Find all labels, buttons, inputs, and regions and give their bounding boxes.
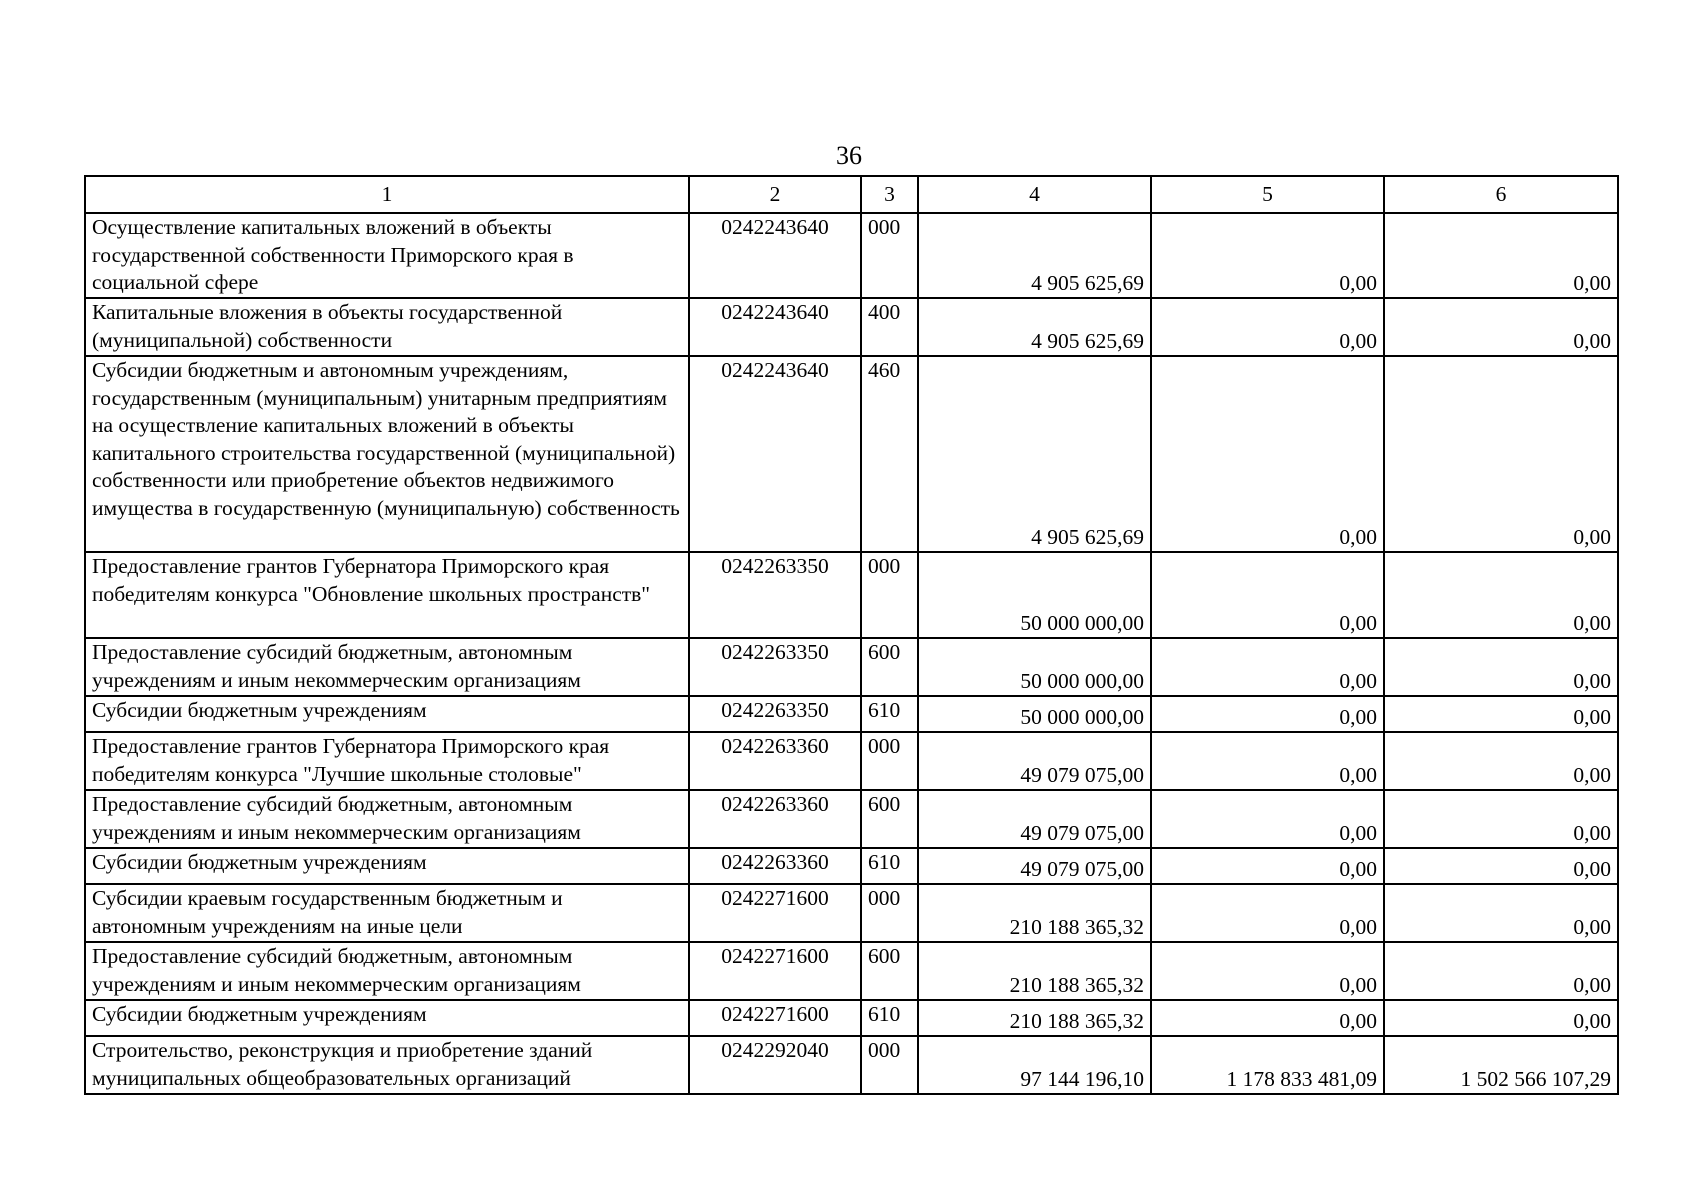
table-row xyxy=(85,298,1618,356)
row-amount-6: 0,00 xyxy=(1384,1000,1618,1036)
row-name: Субсидии бюджетным учреждениям xyxy=(85,1000,689,1036)
table-row xyxy=(85,356,1618,552)
row-type: 610 xyxy=(861,1000,918,1036)
row-amount-4: 49 079 075,00 xyxy=(918,790,1151,848)
table-row xyxy=(85,552,1618,638)
column-header-3: 3 xyxy=(861,176,918,213)
row-type: 000 xyxy=(861,884,918,942)
row-amount-4: 50 000 000,00 xyxy=(918,696,1151,732)
row-type: 400 xyxy=(861,298,918,356)
table-row xyxy=(85,638,1618,696)
row-type: 000 xyxy=(861,552,918,638)
column-header-6: 6 xyxy=(1384,176,1618,213)
row-type: 460 xyxy=(861,356,918,552)
page-number: 36 xyxy=(836,141,862,170)
row-amount-5: 0,00 xyxy=(1151,298,1384,356)
row-code: 0242271600 xyxy=(689,884,861,942)
row-name: Предоставление субсидий бюджетным, автономным учреждениям и иным некоммерческим организациям xyxy=(85,790,689,848)
row-code: 0242263350 xyxy=(689,638,861,696)
column-header-1: 1 xyxy=(85,176,689,213)
row-type: 000 xyxy=(861,213,918,298)
row-amount-5: 0,00 xyxy=(1151,356,1384,552)
table-row xyxy=(85,696,1618,732)
row-name: Предоставление грантов Губернатора Приморского края победителям конкурса "Обновление школьных пространств" xyxy=(85,552,689,638)
row-type: 610 xyxy=(861,848,918,884)
column-header-5: 5 xyxy=(1151,176,1384,213)
row-amount-5: 0,00 xyxy=(1151,790,1384,848)
table-row xyxy=(85,942,1618,1000)
row-amount-6: 1 502 566 107,29 xyxy=(1384,1036,1618,1094)
row-amount-6: 0,00 xyxy=(1384,213,1618,298)
row-amount-4: 210 188 365,32 xyxy=(918,884,1151,942)
row-code: 0242292040 xyxy=(689,1036,861,1094)
row-name: Предоставление субсидий бюджетным, автономным учреждениям и иным некоммерческим организациям xyxy=(85,942,689,1000)
row-amount-6: 0,00 xyxy=(1384,696,1618,732)
row-type: 610 xyxy=(861,696,918,732)
budget-table xyxy=(84,175,1619,1095)
row-amount-5: 0,00 xyxy=(1151,884,1384,942)
row-amount-4: 50 000 000,00 xyxy=(918,552,1151,638)
row-name: Предоставление грантов Губернатора Приморского края победителям конкурса "Лучшие школьные столовые" xyxy=(85,732,689,790)
row-amount-4: 49 079 075,00 xyxy=(918,732,1151,790)
table-row xyxy=(85,884,1618,942)
row-amount-4: 210 188 365,32 xyxy=(918,1000,1151,1036)
table-row xyxy=(85,790,1618,848)
header-row xyxy=(85,176,1618,213)
row-type: 600 xyxy=(861,638,918,696)
row-amount-5: 0,00 xyxy=(1151,638,1384,696)
row-amount-5: 0,00 xyxy=(1151,732,1384,790)
row-amount-4: 210 188 365,32 xyxy=(918,942,1151,1000)
row-name: Осуществление капитальных вложений в объекты государственной собственности Приморского края в социальной сфере xyxy=(85,213,689,298)
column-header-2: 2 xyxy=(689,176,861,213)
row-type: 000 xyxy=(861,1036,918,1094)
row-code: 0242243640 xyxy=(689,213,861,298)
row-amount-5: 0,00 xyxy=(1151,213,1384,298)
row-amount-6: 0,00 xyxy=(1384,356,1618,552)
row-code: 0242263360 xyxy=(689,790,861,848)
row-name: Субсидии бюджетным и автономным учреждениям, государственным (муниципальным) унитарным предприятиям на осуществление капитальных вложений в объекты капитального строительства государственной (муниципальной) собственности или приобретение объектов недвижимого имущества в государственную (муниципальную) собственность xyxy=(85,356,689,552)
row-name: Строительство, реконструкция и приобретение зданий муниципальных общеобразовательных организаций xyxy=(85,1036,689,1094)
row-amount-5: 0,00 xyxy=(1151,848,1384,884)
row-code: 0242271600 xyxy=(689,1000,861,1036)
row-amount-5: 0,00 xyxy=(1151,552,1384,638)
row-amount-6: 0,00 xyxy=(1384,298,1618,356)
row-type: 600 xyxy=(861,790,918,848)
row-amount-4: 50 000 000,00 xyxy=(918,638,1151,696)
row-amount-4: 4 905 625,69 xyxy=(918,213,1151,298)
row-amount-6: 0,00 xyxy=(1384,552,1618,638)
table-row xyxy=(85,1000,1618,1036)
row-amount-6: 0,00 xyxy=(1384,638,1618,696)
row-name: Субсидии бюджетным учреждениям xyxy=(85,696,689,732)
row-amount-5: 0,00 xyxy=(1151,1000,1384,1036)
row-amount-6: 0,00 xyxy=(1384,942,1618,1000)
row-amount-5: 0,00 xyxy=(1151,942,1384,1000)
row-code: 0242271600 xyxy=(689,942,861,1000)
table-row xyxy=(85,1036,1618,1094)
row-code: 0242263360 xyxy=(689,848,861,884)
row-code: 0242263350 xyxy=(689,696,861,732)
row-amount-4: 4 905 625,69 xyxy=(918,298,1151,356)
row-amount-6: 0,00 xyxy=(1384,848,1618,884)
row-amount-6: 0,00 xyxy=(1384,884,1618,942)
row-name: Предоставление субсидий бюджетным, автономным учреждениям и иным некоммерческим организациям xyxy=(85,638,689,696)
row-code: 0242263350 xyxy=(689,552,861,638)
row-amount-5: 1 178 833 481,09 xyxy=(1151,1036,1384,1094)
table-row xyxy=(85,848,1618,884)
table-row xyxy=(85,213,1618,298)
row-name: Капитальные вложения в объекты государственной (муниципальной) собственности xyxy=(85,298,689,356)
row-amount-5: 0,00 xyxy=(1151,696,1384,732)
row-code: 0242263360 xyxy=(689,732,861,790)
table-row xyxy=(85,732,1618,790)
row-code: 0242243640 xyxy=(689,298,861,356)
row-amount-6: 0,00 xyxy=(1384,790,1618,848)
row-amount-4: 49 079 075,00 xyxy=(918,848,1151,884)
row-amount-4: 4 905 625,69 xyxy=(918,356,1151,552)
row-name: Субсидии краевым государственным бюджетным и автономным учреждениям на иные цели xyxy=(85,884,689,942)
column-header-4: 4 xyxy=(918,176,1151,213)
row-name: Субсидии бюджетным учреждениям xyxy=(85,848,689,884)
row-code: 0242243640 xyxy=(689,356,861,552)
row-amount-4: 97 144 196,10 xyxy=(918,1036,1151,1094)
row-amount-6: 0,00 xyxy=(1384,732,1618,790)
row-type: 000 xyxy=(861,732,918,790)
row-type: 600 xyxy=(861,942,918,1000)
